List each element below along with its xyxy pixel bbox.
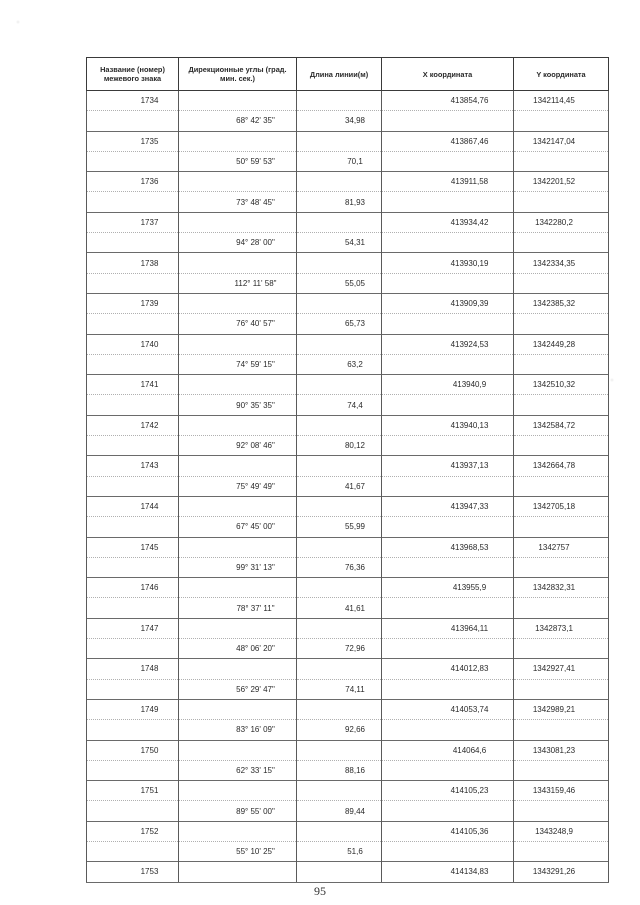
empty-cell [179,131,297,151]
y-coordinate: 1342385,32 [514,293,609,313]
empty-cell [297,212,382,232]
empty-cell [382,557,514,577]
segment-row [87,598,609,618]
line-length: 65,73 [297,314,382,334]
line-length: 63,2 [297,354,382,374]
empty-cell [514,517,609,537]
empty-cell [382,233,514,253]
y-coordinate: 1342757 [514,537,609,557]
empty-cell [297,781,382,801]
empty-cell [87,517,179,537]
empty-cell [87,557,179,577]
empty-cell [179,91,297,111]
line-length: 88,16 [297,760,382,780]
empty-cell [179,212,297,232]
y-coordinate: 1342664,78 [514,456,609,476]
empty-cell [179,537,297,557]
line-length: 41,67 [297,476,382,496]
bearing-angle: 89° 55' 00" [179,801,297,821]
empty-cell [87,801,179,821]
header-x-coordinate: X координата [382,58,514,91]
empty-cell [514,151,609,171]
x-coordinate: 413867,46 [382,131,514,151]
bearing-angle: 112° 11' 58" [179,273,297,293]
x-coordinate: 414105,23 [382,781,514,801]
header-y-coordinate: Y координата [514,58,609,91]
empty-cell [514,598,609,618]
empty-cell [87,598,179,618]
segment-row [87,192,609,212]
x-coordinate: 413934,42 [382,212,514,232]
x-coordinate: 414012,83 [382,659,514,679]
point-name: 1735 [87,131,179,151]
empty-cell [297,821,382,841]
line-length: 80,12 [297,436,382,456]
empty-cell [179,781,297,801]
line-length: 41,61 [297,598,382,618]
line-length: 34,98 [297,111,382,131]
bearing-angle: 99° 31' 13" [179,557,297,577]
bearing-angle: 68° 42' 35" [179,111,297,131]
bearing-angle: 50° 59' 53" [179,151,297,171]
empty-cell [514,111,609,131]
point-row [87,375,609,395]
empty-cell [382,151,514,171]
empty-cell [514,192,609,212]
empty-cell [382,111,514,131]
empty-cell [179,253,297,273]
y-coordinate: 1342334,35 [514,253,609,273]
point-name: 1745 [87,537,179,557]
point-name: 1751 [87,781,179,801]
bearing-angle: 48° 06' 20" [179,639,297,659]
empty-cell [179,172,297,192]
point-row [87,456,609,476]
segment-row [87,841,609,861]
x-coordinate: 413964,11 [382,618,514,638]
point-name: 1737 [87,212,179,232]
bearing-angle: 74° 59' 15" [179,354,297,374]
y-coordinate: 1342510,32 [514,375,609,395]
y-coordinate: 1342927,41 [514,659,609,679]
boundary-coordinates-table [86,57,609,883]
line-length: 74,4 [297,395,382,415]
point-name: 1750 [87,740,179,760]
bearing-angle: 62° 33' 15" [179,760,297,780]
point-row [87,253,609,273]
segment-row [87,233,609,253]
empty-cell [382,192,514,212]
line-length: 74,11 [297,679,382,699]
empty-cell [514,841,609,861]
header-point-name: Название (номер) межевого знака [87,58,179,91]
x-coordinate: 413940,9 [382,375,514,395]
page-number: 95 [314,884,326,898]
line-length: 55,05 [297,273,382,293]
point-name: 1752 [87,821,179,841]
empty-cell [179,740,297,760]
empty-cell [87,314,179,334]
point-name: 1734 [87,91,179,111]
bearing-angle: 75° 49' 49" [179,476,297,496]
y-coordinate: 1342705,18 [514,496,609,516]
empty-cell [514,354,609,374]
empty-cell [297,618,382,638]
x-coordinate: 413937,13 [382,456,514,476]
bearing-angle: 55° 10' 25" [179,841,297,861]
empty-cell [179,496,297,516]
line-length: 89,44 [297,801,382,821]
point-row [87,537,609,557]
empty-cell [179,334,297,354]
bearing-angle: 73° 48' 45" [179,192,297,212]
point-row [87,172,609,192]
empty-cell [297,334,382,354]
empty-cell [514,557,609,577]
empty-cell [87,476,179,496]
empty-cell [87,151,179,171]
y-coordinate: 1342873,1 [514,618,609,638]
point-row [87,293,609,313]
empty-cell [87,436,179,456]
segment-row [87,314,609,334]
x-coordinate: 413947,33 [382,496,514,516]
empty-cell [297,740,382,760]
point-name: 1738 [87,253,179,273]
bearing-angle: 78° 37' 11" [179,598,297,618]
empty-cell [297,293,382,313]
empty-cell [514,233,609,253]
line-length: 55,99 [297,517,382,537]
empty-cell [382,395,514,415]
empty-cell [87,395,179,415]
point-row [87,781,609,801]
empty-cell [382,354,514,374]
empty-cell [297,862,382,882]
bearing-angle: 92° 08' 46" [179,436,297,456]
empty-cell [297,699,382,719]
segment-row [87,639,609,659]
bearing-angle: 67° 45' 00" [179,517,297,537]
y-coordinate: 1343081,23 [514,740,609,760]
empty-cell [87,841,179,861]
x-coordinate: 414134,83 [382,862,514,882]
empty-cell [382,517,514,537]
empty-cell [179,862,297,882]
empty-cell [87,233,179,253]
bearing-angle: 76° 40' 57" [179,314,297,334]
point-name: 1744 [87,496,179,516]
line-length: 51,6 [297,841,382,861]
x-coordinate: 414053,74 [382,699,514,719]
empty-cell [179,659,297,679]
point-name: 1748 [87,659,179,679]
empty-cell [382,476,514,496]
empty-cell [297,91,382,111]
empty-cell [87,679,179,699]
segment-row [87,395,609,415]
point-name: 1753 [87,862,179,882]
empty-cell [297,578,382,598]
empty-cell [382,720,514,740]
y-coordinate: 1342584,72 [514,415,609,435]
empty-cell [514,476,609,496]
empty-cell [87,273,179,293]
point-row [87,699,609,719]
line-length: 76,36 [297,557,382,577]
empty-cell [179,578,297,598]
empty-cell [297,375,382,395]
empty-cell [514,760,609,780]
empty-cell [382,314,514,334]
empty-cell [382,801,514,821]
x-coordinate: 413854,76 [382,91,514,111]
y-coordinate: 1342449,28 [514,334,609,354]
segment-row [87,273,609,293]
x-coordinate: 414064,6 [382,740,514,760]
empty-cell [179,456,297,476]
point-name: 1749 [87,699,179,719]
y-coordinate: 1342280,2 [514,212,609,232]
point-row [87,618,609,638]
empty-cell [514,720,609,740]
empty-cell [297,415,382,435]
segment-row [87,436,609,456]
point-name: 1740 [87,334,179,354]
point-row [87,496,609,516]
empty-cell [87,760,179,780]
empty-cell [87,639,179,659]
point-row [87,821,609,841]
table-body [87,91,609,883]
empty-cell [382,639,514,659]
x-coordinate: 413924,53 [382,334,514,354]
empty-cell [179,699,297,719]
x-coordinate: 413930,19 [382,253,514,273]
empty-cell [382,436,514,456]
empty-cell [514,801,609,821]
bearing-angle: 83° 16' 09" [179,720,297,740]
empty-cell [87,720,179,740]
empty-cell [297,537,382,557]
point-row [87,415,609,435]
line-length: 70,1 [297,151,382,171]
empty-cell [179,293,297,313]
header-bearing: Дирекционные углы (град. мин. сек.) [179,58,297,91]
empty-cell [179,821,297,841]
line-length: 92,66 [297,720,382,740]
point-row [87,659,609,679]
point-name: 1741 [87,375,179,395]
line-length: 81,93 [297,192,382,212]
empty-cell [382,273,514,293]
point-row [87,91,609,111]
segment-row [87,679,609,699]
x-coordinate: 413955,9 [382,578,514,598]
y-coordinate: 1343248,9 [514,821,609,841]
segment-row [87,354,609,374]
y-coordinate: 1343159,46 [514,781,609,801]
empty-cell [514,639,609,659]
y-coordinate: 1342147,04 [514,131,609,151]
x-coordinate: 414105,36 [382,821,514,841]
empty-cell [297,456,382,476]
point-name: 1743 [87,456,179,476]
point-row [87,334,609,354]
empty-cell [514,679,609,699]
empty-cell [514,436,609,456]
point-name: 1747 [87,618,179,638]
header-length: Длина линии(м) [297,58,382,91]
empty-cell [514,273,609,293]
empty-cell [87,111,179,131]
x-coordinate: 413940,13 [382,415,514,435]
point-row [87,740,609,760]
point-name: 1736 [87,172,179,192]
x-coordinate: 413909,39 [382,293,514,313]
point-row [87,578,609,598]
segment-row [87,801,609,821]
empty-cell [87,192,179,212]
point-name: 1742 [87,415,179,435]
empty-cell [297,172,382,192]
bearing-angle: 94° 28' 00" [179,233,297,253]
empty-cell [297,496,382,516]
empty-cell [382,760,514,780]
x-coordinate: 413968,53 [382,537,514,557]
point-row [87,862,609,882]
empty-cell [179,375,297,395]
segment-row [87,720,609,740]
y-coordinate: 1343291,26 [514,862,609,882]
bearing-angle: 56° 29' 47" [179,679,297,699]
empty-cell [297,131,382,151]
empty-cell [87,354,179,374]
segment-row [87,111,609,131]
y-coordinate: 1342832,31 [514,578,609,598]
point-name: 1739 [87,293,179,313]
empty-cell [514,314,609,334]
y-coordinate: 1342201,52 [514,172,609,192]
y-coordinate: 1342114,45 [514,91,609,111]
segment-row [87,517,609,537]
table-header-row [87,58,609,91]
empty-cell [297,659,382,679]
bearing-angle: 90° 35' 35" [179,395,297,415]
empty-cell [382,598,514,618]
empty-cell [297,253,382,273]
empty-cell [514,395,609,415]
point-row [87,131,609,151]
point-row [87,212,609,232]
segment-row [87,557,609,577]
empty-cell [382,841,514,861]
empty-cell [179,415,297,435]
y-coordinate: 1342989,21 [514,699,609,719]
segment-row [87,760,609,780]
segment-row [87,476,609,496]
line-length: 72,96 [297,639,382,659]
x-coordinate: 413911,58 [382,172,514,192]
point-name: 1746 [87,578,179,598]
segment-row [87,151,609,171]
empty-cell [382,679,514,699]
empty-cell [179,618,297,638]
line-length: 54,31 [297,233,382,253]
